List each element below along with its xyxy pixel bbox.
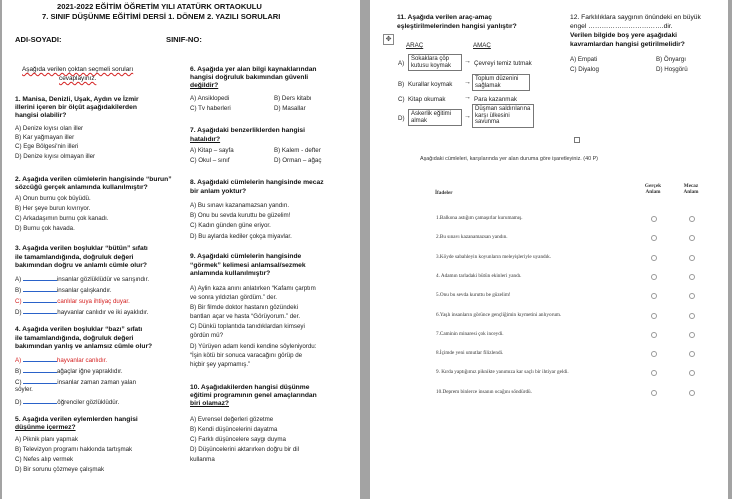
statement-row-2: 2.Bu sınavı kazanamazsan yandın.: [436, 234, 508, 241]
q5-option-b[interactable]: B) Televizyon programı hakkında tartışmak: [15, 446, 133, 453]
blank-line: [23, 355, 57, 362]
q3-option-c-text: canlılar suya ihtiyaç duyar.: [57, 298, 130, 305]
q8-text-2: bir anlam yoktur?: [190, 188, 247, 195]
q10-option-a[interactable]: A) Evrensel değerleri gözetme: [190, 416, 274, 423]
literal-radio-6[interactable]: [651, 313, 657, 319]
q4-option-b-text: ağaçlar iğne yapraklıdır.: [56, 368, 123, 375]
q11-d-arac: Askerlik eğitimi almak: [408, 109, 462, 126]
blank-line: [23, 274, 57, 281]
q3-text-2: ile tamamlandığında, doğruluk değeri: [15, 254, 134, 261]
q10-text-1: 10. Aşağıdakilerden hangisi düşünme: [190, 384, 310, 391]
q4-option-d[interactable]: D) öğrenciler gözlüklüdür.: [15, 399, 120, 406]
q11-col-arac: ARAÇ: [406, 42, 424, 49]
q11-c-letter[interactable]: C): [398, 96, 405, 103]
q11-text-2: eşleştirilmelerinden hangisi yanlıştır?: [397, 23, 517, 30]
q3-text-3: bakımından doğru ve anlamlı cümle olur?: [15, 262, 147, 269]
q3-option-a-text: insanlar gözlüklüdür ve sarışındır.: [56, 276, 150, 283]
q7-option-b[interactable]: B) Kalem - defter: [274, 147, 321, 154]
q4-option-c-text: insanlar zaman zaman yalan: [57, 379, 137, 386]
literal-radio-4[interactable]: [651, 274, 657, 280]
q11-b-arac: Kurallar koymak: [408, 81, 453, 88]
q12-text-4: kavramlardan hangisi getirilmelidir?: [570, 41, 685, 48]
q9-option-d-cont-2: hiçbir şey yapmamış.”: [190, 361, 251, 368]
figurative-radio-2[interactable]: [689, 235, 695, 241]
q11-b-amac: Toplum düzenini sağlamak: [472, 74, 530, 91]
q12-text-3: Verilen bilgide boş yere aşağıdaki: [570, 32, 678, 39]
q7-option-c[interactable]: C) Okul – sınıf: [190, 157, 230, 164]
q11-d-amac: Düşman saldırılarına karşı ülkesini savunma: [472, 104, 534, 128]
figurative-radio-3[interactable]: [689, 255, 695, 261]
q9-option-d[interactable]: D) Yürüyen adam kendi kendine söyleniyordu:: [190, 343, 317, 350]
q9-option-d-cont-1: “İşin kötü bir sonuca varacağını görüp de: [190, 352, 303, 359]
q9-text-3: anlamında kullanılmıştır?: [190, 270, 271, 277]
q6-text-3: değildir?: [190, 82, 219, 89]
q4-text-1: 4. Aşağıda verilen boşluklar “bazı” sıfatı: [15, 326, 143, 333]
col-figurative-line-1: Mecaz: [683, 183, 699, 189]
table-instruction: Aşağıdaki cümleleri, karşılarında yer alan duruma göre işaretleyiniz. (40 P): [420, 156, 598, 162]
literal-radio-1[interactable]: [651, 216, 657, 222]
q3-option-a[interactable]: A) insanlar gözlüklüdür ve sarışındır.: [15, 276, 150, 283]
q7-text-1: 7. Aşağıdaki benzerliklerden hangisi: [190, 127, 305, 134]
q2-option-b[interactable]: B) Her şeye burun kıvırıyor.: [15, 205, 91, 212]
q10-text-2: eğitimi programının genel amaçlarından: [190, 392, 317, 399]
q9-option-b-cont: bantları açar ve hasta “Görüyorum.” der.: [190, 313, 301, 320]
statement-row-10: 10.Deprem binlerce insanın ocağını söndürdü.: [436, 388, 532, 395]
q3-text-1: 3. Aşağıda verilen boşluklar “bütün” sıfatı: [15, 245, 148, 252]
q9-option-c-cont: gördün mü?: [190, 332, 224, 339]
q11-d-letter[interactable]: D): [398, 115, 405, 122]
q8-text-1: 8. Aşağıdaki cümlelerin hangisinde mecaz: [190, 179, 324, 186]
q12-option-b[interactable]: B) Önyargı: [656, 56, 686, 63]
header-line-2: 7. SINIF DÜŞÜNME EĞİTİMİ DERSİ 1. DÖNEM 2. YAZILI SORULARI: [42, 12, 281, 21]
q7-option-a[interactable]: A) Kitap – sayfa: [190, 147, 234, 154]
q6-option-d[interactable]: D) Masallar: [274, 105, 306, 112]
q2-text-2: sözcüğü gerçek anlamında kullanılmıştır?: [15, 184, 148, 191]
statement-row-1: 1.Balkona astığım çamaşırlar kurumamış.: [436, 215, 523, 221]
q7-option-d[interactable]: D) Orman – ağaç: [274, 157, 322, 164]
q11-c-amac: Para kazanmak: [474, 96, 517, 103]
figurative-radio-8[interactable]: [689, 351, 695, 357]
q1-option-c[interactable]: C) Ege Bölgesi'nin illeri: [15, 143, 79, 150]
move-handle-icon[interactable]: ✥: [383, 34, 394, 45]
instruction-line-1: Aşağıda verilen çoktan seçmeli soruları: [22, 66, 134, 73]
figurative-radio-6[interactable]: [689, 313, 695, 319]
arrow-icon: →: [464, 113, 471, 120]
q6-option-b[interactable]: B) Ders kitabı: [274, 95, 312, 102]
q1-text-1: 1. Manisa, Denizli, Uşak, Aydın ve İzmir: [15, 96, 139, 103]
literal-radio-5[interactable]: [651, 293, 657, 299]
literal-radio-2[interactable]: [651, 235, 657, 241]
figurative-radio-1[interactable]: [689, 216, 695, 222]
q8-option-a[interactable]: A) Bu sınavı kazanamazsan yandın.: [190, 202, 290, 209]
q9-option-a[interactable]: A) Aylin kaza anını anlatırken “Kafamı çarptım: [190, 285, 316, 292]
q3-option-b[interactable]: B) insanlar çalışkandır.: [15, 287, 112, 294]
q11-c-arac: Kitap okumak: [408, 96, 446, 103]
q9-text-1: 9. Aşağıdaki cümlelerin hangisinde: [190, 253, 302, 260]
arrow-icon: →: [464, 58, 471, 65]
q12-option-d[interactable]: D) Hoşgörü: [656, 66, 688, 73]
literal-radio-10[interactable]: [651, 390, 657, 396]
q5-option-c[interactable]: C) Nefes alıp vermek: [15, 456, 74, 463]
q11-a-letter[interactable]: A): [398, 60, 405, 67]
q4-option-b[interactable]: B) ağaçlar iğne yapraklıdır.: [15, 368, 123, 375]
q1-text-3: hangisi olabilir?: [15, 112, 67, 119]
q5-option-a[interactable]: A) Piknik planı yapmak: [15, 436, 78, 443]
q2-option-a[interactable]: A) Onun burnu çok büyüdü.: [15, 195, 91, 202]
q4-option-c-cont: söyler.: [15, 386, 33, 393]
q1-option-d[interactable]: D) Denize kıyısı olmayan iller: [15, 153, 96, 160]
q11-text-1: 11. Aşağıda verilen araç-amaç: [397, 14, 492, 21]
q3-option-b-text: insanlar çalışkandır.: [56, 287, 112, 294]
statement-row-4: 4. Adamın tarladaki bütün ekinleri yandı.: [436, 272, 522, 279]
arrow-icon: →: [464, 79, 471, 86]
page-left: [2, 0, 360, 499]
q8-option-c[interactable]: C) Kadın günden güne eriyor.: [190, 222, 271, 229]
q10-option-d-cont: kullanma: [190, 456, 215, 463]
q2-text-1: 2. Aşağıda verilen cümlelerin hangisinde “burun”: [15, 176, 172, 183]
q12-option-c[interactable]: C) Diyalog: [570, 66, 599, 73]
figurative-radio-10[interactable]: [689, 390, 695, 396]
q12-text-1: 12. Farklılıklara saygının önündeki en büyük: [570, 14, 701, 21]
arrow-icon: →: [464, 94, 471, 101]
q1-option-b[interactable]: B) Kar yağmayan iller: [15, 134, 75, 141]
q8-option-d[interactable]: D) Bu aylarda kediler çokça miyavlar.: [190, 233, 292, 240]
q4-text-2: ile tamamlandığında, doğruluk değeri: [15, 335, 134, 342]
q5-option-d[interactable]: D) Bir sorunu çözmeye çalışmak: [15, 466, 105, 473]
statement-row-9: 9. Kırda yaptığımız piknikte yanımıza kar saçlı bir ihtiyar geldi.: [436, 369, 569, 376]
col-statements: İfadeler: [435, 190, 453, 196]
col-figurative: [676, 184, 706, 196]
q4-option-c[interactable]: C) insanlar zaman zaman yalan: [15, 379, 137, 386]
checkbox-marker[interactable]: [574, 137, 580, 143]
figurative-radio-7[interactable]: [689, 332, 695, 338]
col-literal-line-1: Gerçek: [644, 183, 662, 189]
q3-option-c[interactable]: C) canlılar suya ihtiyaç duyar.: [15, 298, 130, 305]
q7-text-2: hatalıdır?: [190, 136, 221, 143]
q10-text-3: biri olamaz?: [190, 400, 230, 407]
blank-line: [23, 307, 57, 314]
q11-a-amac: Çevreyi temiz tutmak: [474, 60, 532, 67]
q9-option-a-cont: ve sonra yıldızları gördüm.” der.: [190, 294, 278, 301]
col-literal-line-2: Anlam: [645, 188, 661, 195]
q6-option-c[interactable]: C) Tv haberleri: [190, 105, 231, 112]
blank-line: [23, 377, 57, 384]
q4-option-a[interactable]: A) hayvanlar canlıdır.: [15, 357, 108, 364]
literal-radio-7[interactable]: [651, 332, 657, 338]
q4-text-3: bakımından yanlış ve anlamsız cümle olur?: [15, 343, 153, 350]
q10-option-b[interactable]: B) Kendi düşüncelerini dayatma: [190, 426, 278, 433]
figurative-radio-5[interactable]: [689, 293, 695, 299]
col-figurative-line-2: Anlam: [683, 188, 699, 195]
q12-text-2: engel …………………………….dir.: [570, 23, 673, 30]
q9-text-2: “görmek” kelimesi anlamsal/sezmek: [190, 262, 306, 269]
q11-a-arac: Sokaklara çöp kutusu koymak: [408, 54, 462, 71]
name-label: ADI-SOYADI:: [15, 35, 62, 44]
literal-radio-8[interactable]: [651, 351, 657, 357]
q1-text-2: illerini içeren bir ölçüt aşağıdakilerden: [15, 104, 137, 111]
blank-line: [23, 397, 57, 404]
statement-row-6: 6.Yaşlı insanların görünce gençliğimin kıymetini anlıyorum.: [436, 311, 562, 318]
q6-text-1: 6. Aşağıda yer alan bilgi kaynaklarından: [190, 66, 317, 73]
q2-option-c[interactable]: C) Arkadaşımın burnu çok kanadı.: [15, 215, 109, 222]
col-literal: [638, 184, 668, 196]
q11-col-amac: AMAÇ: [473, 42, 491, 49]
q4-option-d-text: öğrenciler gözlüklüdür.: [57, 399, 120, 406]
statement-row-3: 3.Köyde sabahleyin koyunların meleyişleriyle uyandık.: [436, 253, 551, 260]
page-right: [370, 0, 728, 499]
q1-option-a[interactable]: A) Denize kıyısı olan iller: [15, 125, 84, 132]
q2-option-d[interactable]: D) Burnu çok havada.: [15, 225, 75, 232]
q5-text-2: düşünme içermez?: [15, 424, 76, 431]
q12-option-a[interactable]: A) Empati: [570, 56, 598, 63]
q4-option-a-text: hayvanlar canlıdır.: [56, 357, 108, 364]
q9-option-c[interactable]: C) Dünkü toplantıda tanıdıklardan kimseyi: [190, 323, 305, 330]
class-label: SINIF-NO:: [166, 35, 202, 44]
q6-text-2: hangisi doğruluk bakımından güvenli: [190, 74, 309, 81]
q9-option-b[interactable]: B) Bir filmde doktor hastanın gözündeki: [190, 304, 298, 311]
q3-option-d-text: hayvanlar canlıdır ve iki ayaklıdır.: [57, 309, 149, 316]
blank-line: [23, 296, 57, 303]
figurative-radio-9[interactable]: [689, 370, 695, 376]
statement-row-5: 5.Onu bu sevda kuruttu be güzelim!: [436, 292, 511, 299]
figurative-radio-4[interactable]: [689, 274, 695, 280]
blank-line: [23, 285, 57, 292]
statement-row-8: 8.İçimde yeni umutlar filizlendi.: [436, 350, 504, 357]
instruction-line-2: cevaplayınız.: [59, 75, 97, 82]
literal-radio-3[interactable]: [651, 255, 657, 261]
statement-row-7: 7.Caminin minaresi çok inceydi.: [436, 330, 504, 337]
literal-radio-9[interactable]: [651, 370, 657, 376]
q10-option-d[interactable]: D) Düşüncelerini aktarırken doğru bir dil: [190, 446, 300, 453]
q3-option-d[interactable]: D) hayvanlar canlıdır ve iki ayaklıdır.: [15, 309, 149, 316]
q11-b-letter[interactable]: B): [398, 81, 405, 88]
header-line-1: 2021-2022 EĞİTİM ÖĞRETİM YILI ATATÜRK ORTAOKULU: [57, 2, 262, 11]
q6-option-a[interactable]: A) Ansiklopedi: [190, 95, 230, 102]
q8-option-b[interactable]: B) Onu bu sevda kuruttu be güzelim!: [190, 212, 291, 219]
q5-text-1: 5. Aşağıda verilen eylemlerden hangisi: [15, 416, 138, 423]
blank-line: [23, 366, 57, 373]
q10-option-c[interactable]: C) Farklı düşüncelere saygı duyma: [190, 436, 286, 443]
